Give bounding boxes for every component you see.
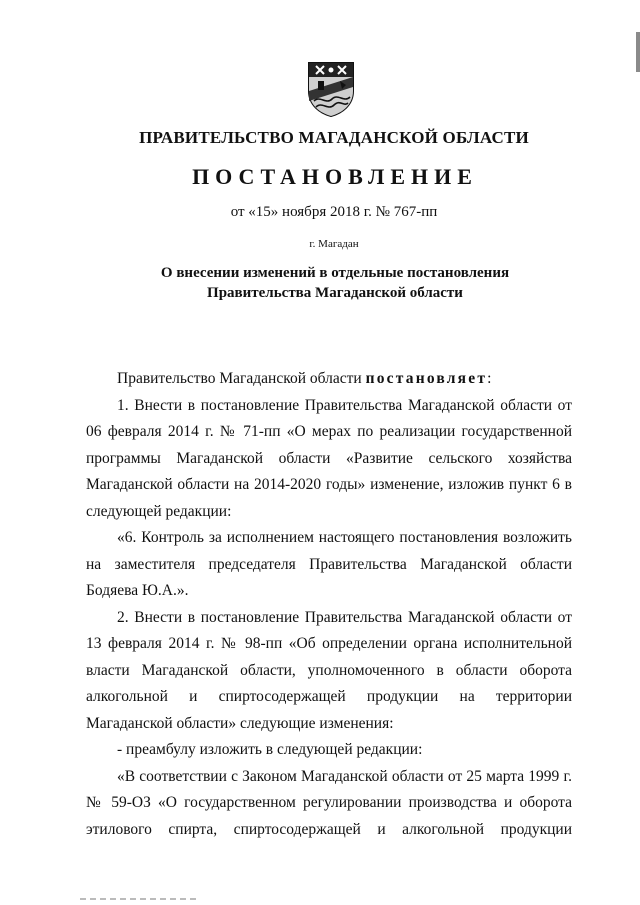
intro-keyword: постановляет [365, 370, 488, 387]
subject-line-2: Правительства Магаданской области [207, 285, 463, 301]
intro-paragraph [86, 366, 572, 393]
document-city: г. Магадан [309, 238, 359, 250]
document-date-number: от «15» ноября 2018 г. № 767-пп [230, 204, 438, 220]
intro-prefix: Правительство Магаданской области [117, 370, 362, 387]
magadan-coat-of-arms-icon [306, 61, 356, 117]
scan-edge-mark [636, 32, 640, 72]
government-title: ПРАВИТЕЛЬСТВО МАГАДАНСКОЙ ОБЛАСТИ [139, 128, 529, 147]
paragraph-2: 2. Внести в постановление Правительства Магаданской области от 13 февраля 2014 г. № 98-пп «Об определении органа исполнительной власти Магаданской области, уполномоченного в области оборота алкогольной и спиртосодержащей продукции на территории Магаданской области» следующие изменения: [86, 608, 572, 732]
paragraph-1-quote: «6. Контроль за исполнением настоящего постановления возложить на заместителя председателя Правительства Магаданской области Бодяева Ю.А.». [86, 529, 572, 599]
scan-bottom-mark [80, 898, 200, 900]
paragraph-2-quote: «В соответствии с Законом Магаданской области от 25 марта 1999 г. № 59-ОЗ «О государственном регулировании производства и оборота этилового спирта, спиртосодержащей и алкогольной продукции [86, 767, 572, 838]
document-type: ПОСТАНОВЛЕНИЕ [192, 164, 478, 189]
document-subject [0, 263, 640, 303]
subject-line-1: О внесении изменений в отдельные постановления [160, 265, 510, 281]
document-body [86, 366, 572, 843]
paragraph-2-item: - преамбулу изложить в следующей редакции: [117, 741, 423, 758]
paragraph-1: 1. Внести в постановление Правительства Магаданской области от 06 февраля 2014 г. № 71-пп «О мерах по реализации государственной программы Магаданской области «Развитие сельского хозяйства Магаданской области на 2014-2020 годы» изменение, изложив пункт 6 в следующей редакции: [86, 396, 572, 520]
intro-suffix: : [487, 370, 492, 387]
